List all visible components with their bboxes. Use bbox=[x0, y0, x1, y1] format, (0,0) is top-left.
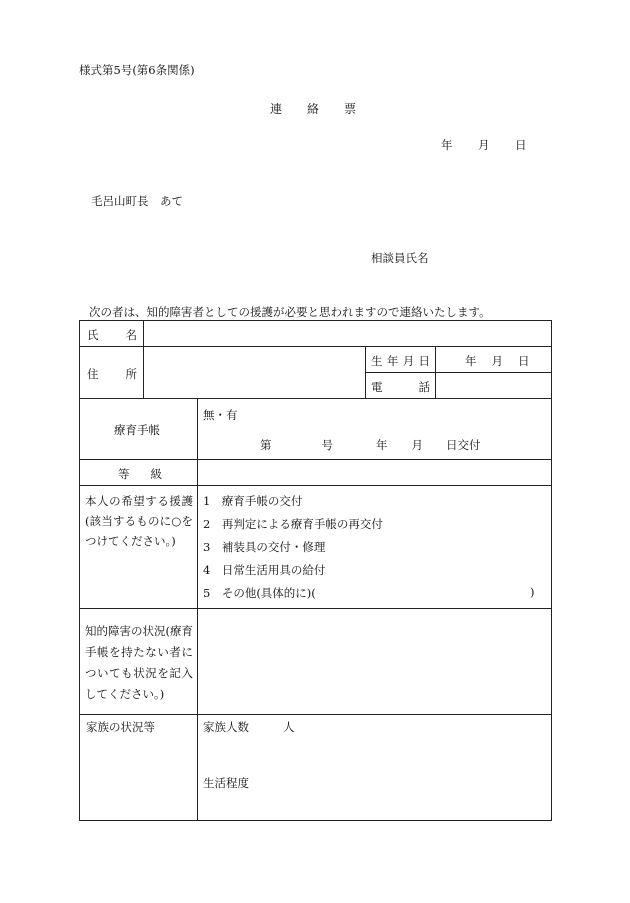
disability-label: 知的障害の状況(療育手帳を持たない者についても状況を記入してください。) bbox=[85, 624, 193, 701]
family-label: 家族の状況等 bbox=[86, 720, 155, 734]
date-year: 年 bbox=[441, 138, 453, 152]
support-other-close: ) bbox=[530, 585, 535, 599]
document-date bbox=[441, 137, 552, 153]
handbook-number-line[interactable]: 第 号 年 月 日交付 bbox=[260, 438, 481, 452]
intro-text: 次の者は、知的障害者としての援護が必要と思われますので連絡いたします。 bbox=[89, 305, 491, 319]
support-item-4[interactable]: 4 日常生活用具の給付 bbox=[203, 563, 326, 577]
living-standard[interactable]: 生活程度 bbox=[203, 776, 249, 790]
family-count[interactable]: 家族人数 人 bbox=[203, 720, 295, 734]
date-day: 日 bbox=[515, 138, 527, 152]
support-label: 本人の希望する援護(該当するものに○をつけてください。) bbox=[85, 494, 193, 548]
grade-field[interactable] bbox=[200, 462, 549, 482]
phone-label: 電 話 bbox=[371, 380, 430, 394]
address-field[interactable] bbox=[146, 349, 362, 395]
contact-form-table bbox=[79, 320, 552, 821]
counselor-name-label: 相談員氏名 bbox=[371, 251, 429, 265]
disability-field[interactable] bbox=[200, 612, 549, 711]
form-number: 様式第5号(第6条関係) bbox=[79, 63, 195, 77]
title-char: 絡 bbox=[307, 102, 320, 116]
title-char: 票 bbox=[344, 102, 357, 116]
grade-label: 等 級 bbox=[118, 467, 162, 481]
recipient: 毛呂山町長 あて bbox=[91, 194, 183, 208]
title-char: 連 bbox=[270, 102, 283, 116]
date-month: 月 bbox=[478, 138, 490, 152]
birthdate-field[interactable]: 年 月 日 bbox=[465, 354, 530, 368]
phone-field[interactable] bbox=[438, 375, 549, 395]
name-field[interactable] bbox=[146, 324, 549, 344]
birthdate-label: 生 年 月 日 bbox=[371, 354, 431, 368]
name-label: 氏 名 bbox=[87, 328, 137, 342]
support-item-1[interactable]: 1 療育手帳の交付 bbox=[203, 494, 303, 508]
handbook-label: 療育手帳 bbox=[114, 423, 160, 437]
handbook-status[interactable]: 無・有 bbox=[203, 408, 238, 422]
document-title bbox=[270, 100, 381, 117]
support-item-5[interactable]: 5 その他(具体的に)( bbox=[203, 586, 316, 600]
support-item-2[interactable]: 2 再判定による療育手帳の再交付 bbox=[203, 517, 383, 531]
address-label: 住 所 bbox=[87, 367, 137, 381]
support-item-3[interactable]: 3 補装具の交付・修理 bbox=[203, 540, 326, 554]
